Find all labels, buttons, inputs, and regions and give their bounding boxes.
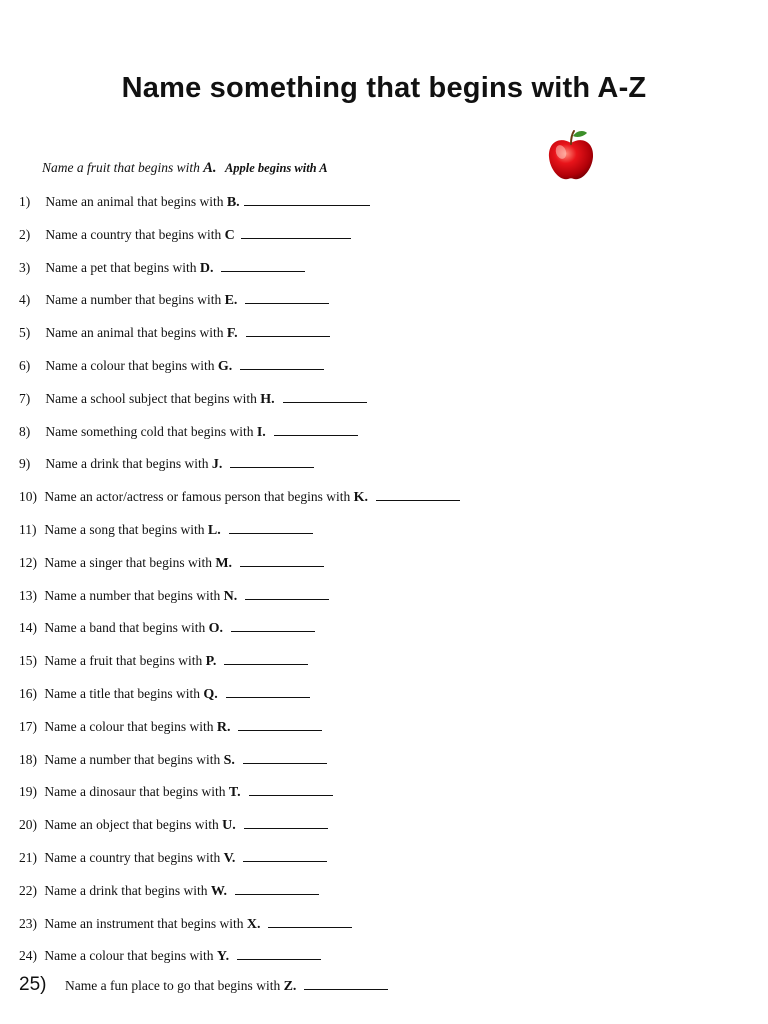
question-number: 4) (19, 292, 31, 308)
question-number: 22) (19, 882, 37, 898)
answer-blank[interactable] (304, 977, 388, 990)
question-letter: Y. (216, 949, 230, 965)
answer-blank[interactable] (235, 882, 319, 895)
answer-blank[interactable] (243, 849, 327, 862)
question-number: 10) (19, 489, 37, 505)
apple-icon (546, 128, 596, 182)
question-prompt: Name a number that begins with (44, 587, 221, 603)
question-number: 25) (19, 974, 47, 995)
question-item (19, 323, 719, 356)
question-letter: F. (226, 326, 238, 342)
question-item (19, 422, 719, 455)
question-item (19, 684, 719, 717)
question-letter: I. (256, 424, 266, 440)
question-number: 3) (19, 259, 31, 275)
question-prompt: Name a song that begins with (44, 521, 205, 537)
answer-blank[interactable] (240, 554, 324, 567)
question-prompt: Name a pet that begins with (45, 259, 197, 275)
question-number: 20) (19, 817, 37, 833)
question-prompt: Name a title that begins with (44, 685, 200, 701)
question-prompt: Name an animal that begins with (45, 325, 224, 341)
answer-blank[interactable] (249, 783, 333, 796)
page-title: Name something that begins with A-Z (121, 72, 647, 104)
question-number: 11) (19, 521, 37, 537)
question-number: 12) (19, 554, 37, 570)
question-number: 21) (19, 849, 37, 865)
question-item (19, 454, 719, 487)
question-letter: N. (223, 588, 238, 604)
question-number: 24) (19, 948, 37, 964)
question-prompt: Name a dinosaur that begins with (44, 784, 226, 800)
question-letter: B. (226, 195, 240, 210)
question-letter: H. (260, 391, 275, 407)
question-number: 1) (19, 194, 31, 209)
question-item (19, 651, 719, 684)
question-item (19, 815, 719, 848)
question-number: 17) (19, 718, 37, 734)
answer-blank[interactable] (268, 915, 352, 928)
answer-blank[interactable] (245, 587, 329, 600)
answer-blank[interactable] (221, 259, 305, 272)
answer-blank[interactable] (274, 423, 358, 436)
question-prompt: Name a colour that begins with (45, 357, 215, 373)
question-prompt: Name a drink that begins with (45, 456, 209, 472)
answer-blank[interactable] (245, 291, 329, 304)
question-letter: C (224, 227, 235, 243)
question-number: 6) (19, 357, 31, 373)
question-item (19, 618, 719, 651)
question-letter: X. (246, 916, 261, 932)
question-item (19, 750, 719, 783)
question-item (19, 356, 719, 389)
question-item (19, 225, 719, 258)
question-item (19, 389, 719, 422)
example-letter: A. (203, 160, 217, 176)
question-item (19, 717, 719, 750)
answer-blank[interactable] (226, 685, 310, 698)
example-prompt: Name a fruit that begins with (42, 160, 200, 175)
answer-blank[interactable] (238, 718, 322, 731)
question-number: 5) (19, 325, 31, 341)
answer-blank[interactable] (230, 455, 314, 468)
question-letter: S. (223, 752, 235, 768)
question-letter: U. (222, 818, 236, 834)
answer-blank[interactable] (237, 947, 321, 960)
question-prompt: Name a number that begins with (45, 292, 222, 308)
question-letter: G. (217, 358, 233, 374)
question-prompt: Name a colour that begins with (44, 948, 214, 964)
question-prompt: Name a country that begins with (45, 226, 222, 242)
question-number: 19) (19, 784, 37, 800)
answer-blank[interactable] (246, 324, 330, 337)
question-number: 9) (19, 456, 31, 472)
question-number: 18) (19, 751, 37, 767)
question-prompt: Name a band that begins with (44, 620, 206, 636)
answer-blank[interactable] (224, 652, 308, 665)
question-letter: L. (207, 522, 221, 538)
question-prompt: Name an animal that begins with (45, 194, 224, 209)
answer-blank[interactable] (244, 193, 370, 206)
question-prompt: Name an object that begins with (44, 817, 219, 833)
question-item (19, 192, 719, 225)
question-prompt: Name a school subject that begins with (45, 390, 257, 406)
question-number: 23) (19, 915, 37, 931)
example-line (42, 160, 328, 177)
question-number: 14) (19, 620, 37, 636)
question-number: 7) (19, 390, 31, 406)
question-letter: E. (224, 293, 238, 309)
question-number: 2) (19, 226, 31, 242)
answer-blank[interactable] (240, 357, 324, 370)
question-prompt: Name a fruit that begins with (44, 653, 203, 669)
question-item (19, 881, 719, 914)
question-number: 15) (19, 653, 37, 669)
question-letter: V. (223, 850, 236, 866)
question-prompt: Name a singer that begins with (44, 554, 212, 570)
question-letter: J. (211, 457, 223, 473)
question-letter: R. (216, 719, 231, 735)
question-prompt: Name a fun place to go that begins with (65, 978, 281, 993)
example-answer: Apple begins with A (224, 161, 328, 175)
question-prompt: Name a drink that begins with (44, 882, 208, 898)
question-prompt: Name a country that begins with (44, 849, 221, 865)
question-item (19, 914, 719, 947)
answer-blank[interactable] (243, 751, 327, 764)
question-letter: K. (353, 490, 369, 506)
question-list (19, 192, 719, 979)
question-letter: Q. (203, 686, 218, 702)
question-item (19, 553, 719, 586)
question-letter: T. (228, 785, 241, 801)
question-item-last (19, 974, 388, 996)
question-item (19, 258, 719, 291)
question-prompt: Name an actor/actress or famous person that begins with (44, 489, 351, 505)
question-letter: Z. (283, 979, 297, 994)
question-number: 8) (19, 423, 31, 439)
answer-blank[interactable] (241, 226, 351, 239)
question-item (19, 586, 719, 619)
answer-blank[interactable] (244, 816, 328, 829)
question-letter: P. (205, 654, 217, 670)
question-item (19, 782, 719, 815)
question-letter: O. (208, 621, 223, 637)
question-item (19, 848, 719, 881)
question-item (19, 520, 719, 553)
answer-blank[interactable] (231, 619, 315, 632)
question-item (19, 487, 719, 520)
question-prompt: Name a number that begins with (44, 751, 221, 767)
answer-blank[interactable] (283, 390, 367, 403)
question-prompt: Name an instrument that begins with (44, 915, 244, 931)
question-item (19, 290, 719, 323)
question-letter: D. (199, 260, 214, 276)
question-number: 16) (19, 685, 37, 701)
question-prompt: Name a colour that begins with (44, 718, 214, 734)
question-number: 13) (19, 587, 37, 603)
question-prompt: Name something cold that begins with (45, 423, 254, 439)
answer-blank[interactable] (376, 488, 460, 501)
question-letter: W. (210, 883, 228, 899)
question-letter: M. (215, 555, 233, 571)
answer-blank[interactable] (229, 521, 313, 534)
